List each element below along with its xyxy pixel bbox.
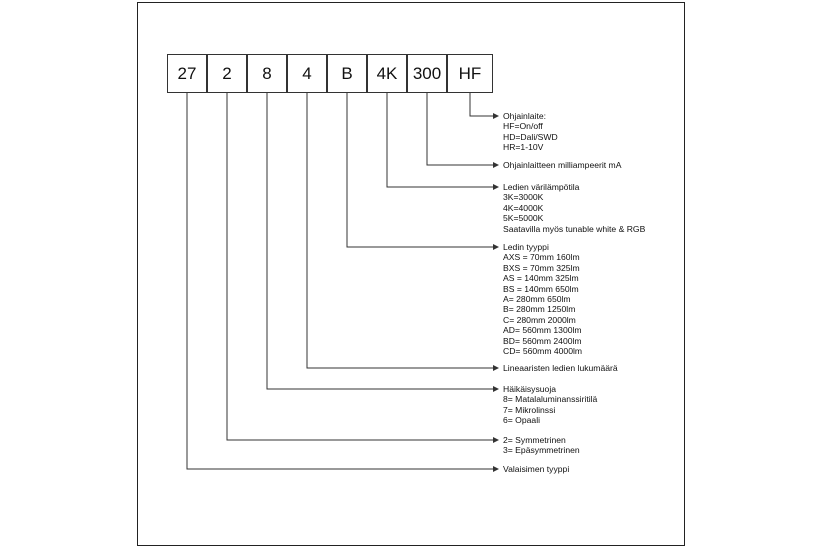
arrow-head-icon [493, 162, 499, 168]
code-box-color-temperature: 4K [367, 54, 407, 93]
desc-line: HD=Dali/SWD [503, 131, 558, 142]
code-box-glare-shield: 8 [247, 54, 287, 93]
desc-line: C= 280mm 2000lm [503, 314, 576, 325]
desc-line: 7= Mikrolinssi [503, 404, 556, 415]
desc-line: 6= Opaali [503, 415, 541, 426]
desc-line: Häikäisysuoja [503, 384, 557, 394]
desc-line: BS = 140mm 650lm [503, 283, 579, 294]
arrow-head-icon [493, 113, 499, 119]
arrow-head-icon [493, 184, 499, 190]
code-box-led-type: B [327, 54, 367, 93]
arrow-head-icon [493, 437, 499, 443]
desc-line: CD= 560mm 4000lm [503, 346, 583, 357]
desc-line: 8= Matalaluminanssiritilä [503, 394, 598, 405]
desc-line: 5K=5000K [503, 213, 544, 224]
desc-luminaire-type [503, 464, 569, 474]
arrow-head-icon [493, 466, 499, 472]
desc-led-type [503, 242, 582, 356]
desc-line: AD= 560mm 1300lm [503, 325, 582, 336]
desc-line: A= 280mm 650lm [503, 294, 571, 305]
desc-line: Ohjainlaitteen milliampeerit mA [503, 160, 622, 170]
connector-line [267, 93, 494, 389]
code-box-driver: HF [447, 54, 493, 93]
desc-line: AXS = 70mm 160lm [503, 252, 580, 263]
desc-milliamperes [503, 160, 621, 170]
connector-line [307, 93, 494, 368]
code-box-led-count: 4 [287, 54, 327, 93]
arrow-head-icon [493, 244, 499, 250]
desc-driver [503, 111, 558, 153]
desc-line: Lineaaristen ledien lukumäärä [503, 363, 618, 373]
desc-line: 3= Epäsymmetrinen [503, 445, 580, 456]
desc-color-temperature [503, 182, 645, 234]
arrow-head-icon [493, 365, 499, 371]
code-box-luminaire-type: 27 [167, 54, 207, 93]
desc-line: Ledien värilämpötila [503, 182, 580, 192]
desc-line: 4K=4000K [503, 202, 544, 213]
desc-led-count [503, 363, 618, 373]
desc-line: Ledin tyyppi [503, 242, 549, 252]
desc-line: 2= Symmetrinen [503, 435, 566, 445]
desc-line: 3K=3000K [503, 192, 544, 203]
arrow-head-icon [493, 386, 499, 392]
desc-line: Valaisimen tyyppi [503, 464, 570, 474]
code-box-symmetry: 2 [207, 54, 247, 93]
desc-line: Saatavilla myös tunable white & RGB [503, 223, 646, 234]
connector-line [187, 93, 494, 469]
connector-line [427, 93, 494, 165]
desc-line: HF=On/off [503, 121, 543, 132]
desc-line: Ohjainlaite: [503, 111, 546, 121]
desc-line: AS = 140mm 325lm [503, 273, 579, 284]
desc-line: BD= 560mm 2400lm [503, 335, 582, 346]
desc-line: B= 280mm 1250lm [503, 304, 576, 315]
desc-line: HR=1-10V [503, 142, 544, 153]
desc-symmetry [503, 435, 580, 456]
connector-line [470, 93, 494, 116]
desc-line: BXS = 70mm 325lm [503, 262, 580, 273]
desc-glare-shield [503, 384, 597, 426]
connector-line [387, 93, 494, 187]
code-box-milliamperes: 300 [407, 54, 447, 93]
